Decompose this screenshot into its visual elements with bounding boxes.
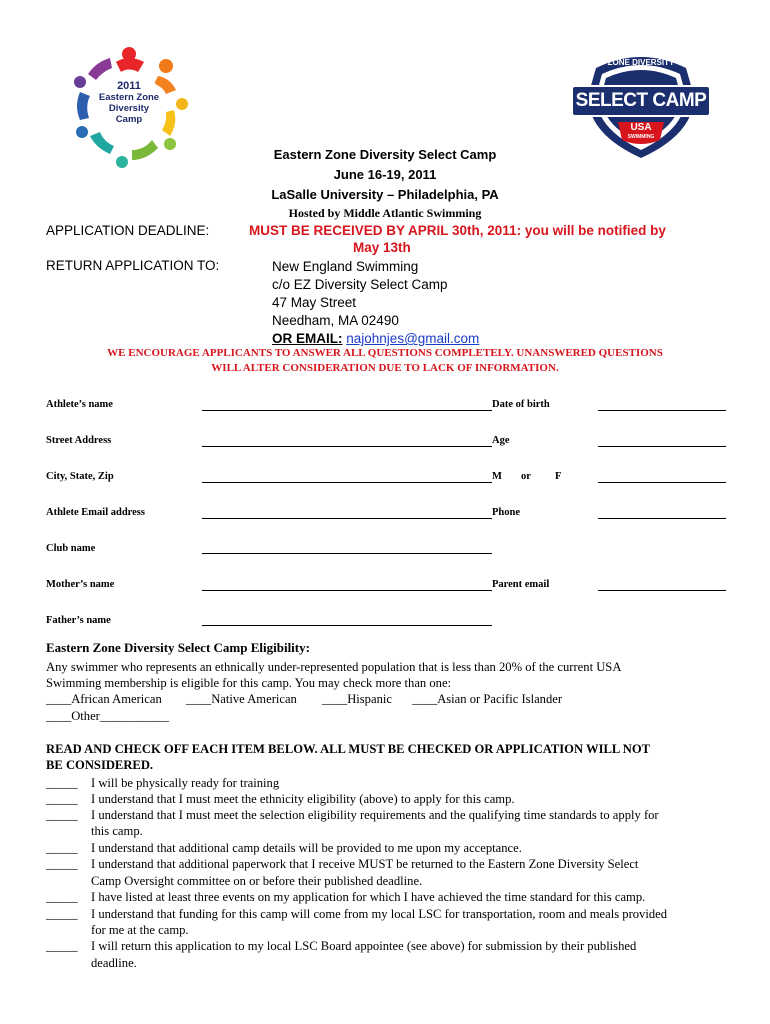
email-link[interactable]: najohnjes@gmail.com	[346, 331, 480, 346]
option-asian-pacific-islander[interactable]: ____Asian or Pacific Islander	[412, 692, 563, 706]
athlete-email-label: Athlete Email address	[46, 507, 145, 518]
checklist-heading-line-2: BE CONSIDERED.	[46, 758, 154, 772]
city-state-zip-label: City, State, Zip	[46, 471, 114, 482]
logo-year: 2011	[117, 80, 141, 92]
fathers-name-field[interactable]	[202, 625, 492, 626]
checkbox-blank[interactable]: _____	[46, 890, 78, 904]
camp-location: LaSalle University – Philadelphia, PA	[271, 187, 499, 202]
city-state-zip-field[interactable]	[202, 482, 492, 483]
checkbox-blank[interactable]: _____	[46, 841, 78, 855]
gender-or-label: or	[521, 471, 531, 482]
eligibility-text-line-1: Any swimmer who represents an ethnically under-represented population that is less than 20% of the current USA	[46, 660, 622, 674]
date-of-birth-field[interactable]	[598, 410, 726, 411]
return-label: RETURN APPLICATION TO:	[46, 258, 220, 273]
checklist-item-text: I understand that funding for this camp will come from my local LSC for transportation, room and meals provided	[91, 907, 668, 921]
mothers-name-label: Mother’s name	[46, 579, 115, 590]
logo-line-diversity: Diversity	[108, 103, 150, 114]
encourage-notice	[0, 346, 770, 376]
athlete-name-label: Athlete’s name	[46, 399, 113, 410]
parent-email-field[interactable]	[598, 590, 726, 591]
checkbox-blank[interactable]: _____	[46, 939, 78, 953]
eligibility-text	[46, 659, 621, 691]
age-field[interactable]	[598, 446, 726, 447]
checklist-item-text: I have listed at least three events on my application for which I have achieved the time standard for this camp.	[91, 890, 646, 904]
option-native-american[interactable]: ____Native American	[186, 692, 297, 706]
eligibility-text-line-2: Swimming membership is eligible for this camp. You may check more than one:	[46, 676, 452, 690]
select-camp-logo	[568, 48, 714, 160]
checkbox-blank[interactable]: _____	[46, 808, 78, 822]
street-address-label: Street Address	[46, 435, 112, 446]
address-line-co: c/o EZ Diversity Select Camp	[272, 277, 448, 292]
logo-swimming: SWIMMING	[627, 134, 655, 140]
logo-line-eastern-zone: Eastern Zone	[98, 92, 160, 103]
email-label: OR EMAIL:	[272, 331, 343, 346]
checklist-item-text: I will return this application to my local LSC Board appointee (see above) for submission by their published	[91, 939, 637, 953]
deadline-notify-date: May 13th	[353, 240, 411, 255]
encourage-line-2: WILL ALTER CONSIDERATION DUE TO LACK OF INFORMATION.	[211, 362, 559, 374]
address-line-city: Needham, MA 02490	[272, 313, 399, 328]
gender-f-option[interactable]: F	[555, 471, 562, 482]
logo-usa: USA	[630, 122, 652, 133]
mothers-name-field[interactable]	[202, 590, 492, 591]
gender-field[interactable]	[598, 482, 726, 483]
checklist-item-text: I understand that additional camp details will be provided to me upon my acceptance.	[91, 841, 522, 855]
checklist-item-text-cont: Camp Oversight committee on or before their published deadline.	[91, 874, 423, 888]
checklist-item-text-cont: deadline.	[91, 956, 137, 970]
checklist-heading	[46, 741, 650, 773]
camp-dates: June 16-19, 2011	[333, 167, 437, 182]
date-of-birth-label: Date of birth	[492, 399, 550, 410]
phone-field[interactable]	[598, 518, 726, 519]
camp-title: Eastern Zone Diversity Select Camp	[273, 147, 497, 162]
encourage-line-1: WE ENCOURAGE APPLICANTS TO ANSWER ALL QUESTIONS COMPLETELY. UNANSWERED QUESTIONS	[107, 347, 663, 359]
deadline-text: MUST BE RECEIVED BY APRIL 30th, 2011: you will be notified by	[249, 223, 666, 238]
option-other[interactable]: ____Other___________	[46, 709, 170, 723]
deadline-label: APPLICATION DEADLINE:	[46, 223, 210, 238]
checklist-item-text-cont: this camp.	[91, 824, 143, 838]
checklist-item-text-cont: for me at the camp.	[91, 923, 189, 937]
club-name-field[interactable]	[202, 553, 492, 554]
logo-select-camp: SELECT CAMP	[575, 90, 707, 111]
checkbox-blank[interactable]: _____	[46, 907, 78, 921]
checkbox-blank[interactable]: _____	[46, 792, 78, 806]
fathers-name-label: Father’s name	[46, 615, 111, 626]
club-name-label: Club name	[46, 543, 96, 554]
gender-m-option[interactable]: M	[492, 471, 502, 482]
eligibility-heading: Eastern Zone Diversity Select Camp Eligibility:	[46, 640, 310, 655]
checklist-heading-line-1: READ AND CHECK OFF EACH ITEM BELOW. ALL MUST BE CHECKED OR APPLICATION WILL NOT	[46, 742, 651, 756]
checklist-item-text: I understand that I must meet the selection eligibility requirements and the qualifying time standards to apply for	[91, 808, 659, 822]
option-hispanic[interactable]: ____Hispanic	[322, 692, 392, 706]
address-line-street: 47 May Street	[272, 295, 357, 310]
checkbox-blank[interactable]: _____	[46, 776, 78, 790]
checklist-item-text: I will be physically ready for training	[91, 776, 280, 790]
athlete-email-field[interactable]	[202, 518, 492, 519]
logo-line-camp: Camp	[115, 114, 143, 125]
street-address-field[interactable]	[202, 446, 492, 447]
address-line-org: New England Swimming	[272, 259, 419, 274]
checkbox-blank[interactable]: _____	[46, 857, 78, 871]
age-label: Age	[492, 435, 510, 446]
parent-email-label: Parent email	[492, 579, 550, 590]
phone-label: Phone	[492, 507, 521, 518]
host-line: Hosted by Middle Atlantic Swimming	[288, 206, 482, 220]
athlete-name-field[interactable]	[202, 410, 492, 411]
logo-arc-text: ZONE DIVERSITY	[607, 58, 675, 67]
return-address	[272, 258, 479, 348]
checklist-item-text: I understand that I must meet the ethnicity eligibility (above) to apply for this camp.	[91, 792, 515, 806]
option-african-american[interactable]: ____African American	[46, 692, 162, 706]
checklist-item-text: I understand that additional paperwork that I receive MUST be returned to the Eastern Zone Diversity Select	[91, 857, 639, 871]
